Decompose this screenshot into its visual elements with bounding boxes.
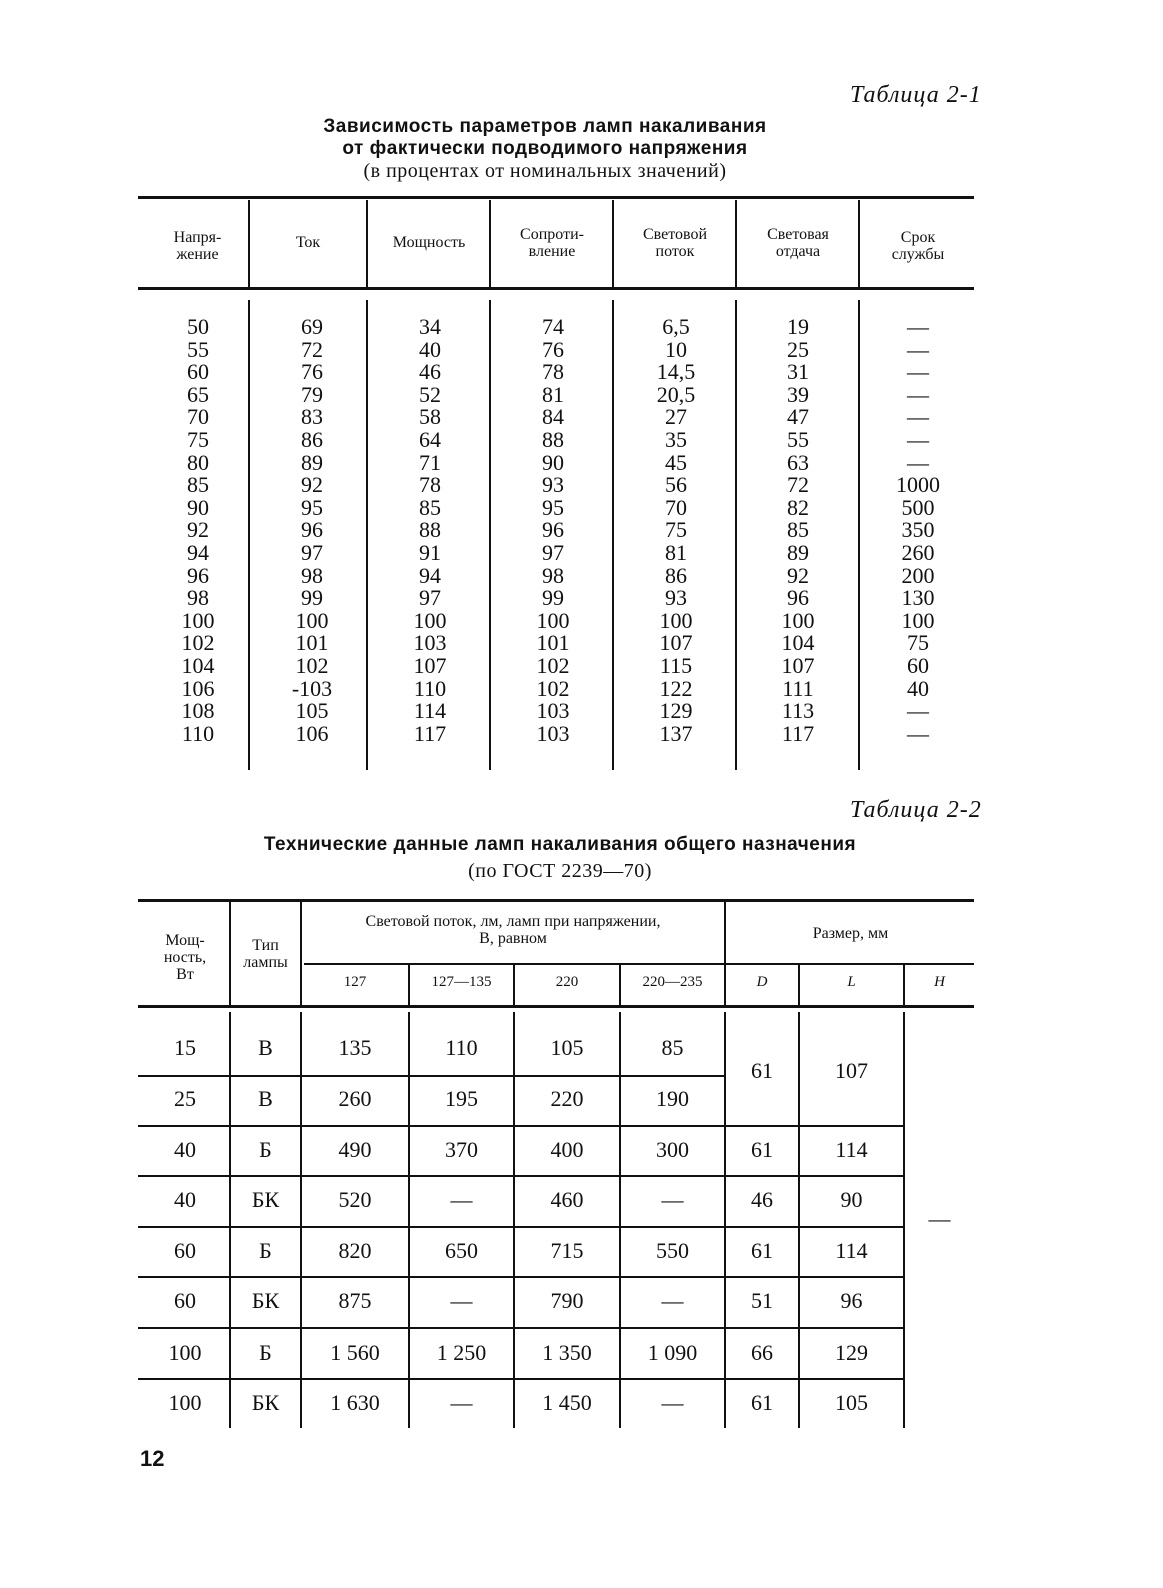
- table2-cell-f127: 820: [338, 1238, 372, 1263]
- table2-subheader-D: D: [756, 974, 768, 990]
- table2-row-rule: [138, 1327, 903, 1329]
- table1-cell: —: [907, 381, 929, 407]
- table1-cell: 34: [419, 314, 441, 339]
- table1-cell: 58: [419, 404, 441, 430]
- table2-cell-f127: 875: [338, 1288, 372, 1313]
- table1-column-resistance: [513, 316, 593, 745]
- table2-subheader-H: H: [934, 974, 945, 990]
- table1-cell: 63: [787, 449, 809, 475]
- table1-cell: 64: [419, 426, 441, 452]
- table1-cell: 93: [542, 472, 564, 498]
- table1-body-divider: [858, 300, 860, 770]
- table1-cell: 95: [301, 494, 323, 520]
- table2-cell-f220_235: 85: [661, 1035, 684, 1060]
- table1-cell: 113: [781, 698, 815, 724]
- table1-label: Таблица 2-1: [850, 82, 982, 108]
- table1-cell: 89: [787, 539, 809, 565]
- table1-column-luminous-flux: [636, 316, 716, 745]
- table2-cell-f220_235: —: [661, 1390, 684, 1415]
- table1-cell: —: [907, 426, 929, 452]
- table2-cell-f220: 105: [550, 1035, 584, 1060]
- table1-cell: 96: [301, 517, 323, 543]
- table1-cell: 88: [542, 426, 564, 452]
- table1-body-divider: [612, 300, 614, 770]
- table1-cell: 80: [187, 449, 209, 475]
- table1-cell: 65: [187, 381, 209, 407]
- table1-cell: 79: [301, 381, 323, 407]
- table1-cell: 82: [787, 494, 809, 520]
- table1-cell: 102: [536, 652, 570, 678]
- table2-cell-D: 61: [751, 1238, 773, 1263]
- table1-cell: 35: [665, 426, 687, 452]
- table1-top-rule: [138, 196, 974, 199]
- table1-cell: 95: [542, 494, 564, 520]
- table2-merged-L: 107: [835, 1058, 868, 1083]
- table1-cell: 60: [187, 359, 209, 385]
- table1-cell: 105: [295, 698, 329, 724]
- table1-body-divider: [735, 300, 737, 770]
- table1-cell: 50: [187, 314, 209, 339]
- table1-cell: —: [907, 314, 929, 339]
- table2-cell-type: В: [258, 1086, 273, 1111]
- table1-column-power: [390, 316, 470, 745]
- table1-cell: 99: [301, 585, 323, 611]
- table1-cell: 55: [787, 426, 809, 452]
- table2-cell-f220: 790: [550, 1288, 584, 1313]
- table2-subheader-220: 220: [555, 974, 579, 990]
- table2-cell-f127: 260: [338, 1086, 372, 1111]
- table1-cell: 27: [665, 404, 687, 430]
- table1-cell: 117: [413, 720, 447, 746]
- table1-cell: 25: [787, 336, 809, 362]
- table2-subheader-127: 127: [343, 974, 367, 990]
- table1-cell: 14,5: [656, 359, 696, 385]
- page-number: 12: [140, 1446, 165, 1471]
- table1-cell: 106: [295, 720, 329, 746]
- table1-cell: 85: [187, 472, 209, 498]
- table1-cell: 96: [187, 562, 209, 588]
- table2-title-line2: (по ГОСТ 2239—70): [468, 860, 652, 882]
- table2-cell-f127: 520: [338, 1187, 372, 1212]
- table1-cell: 89: [301, 449, 323, 475]
- table2-row-rule: [138, 1226, 903, 1228]
- table1-cell: —: [907, 720, 929, 746]
- table1-cell: 102: [295, 652, 329, 678]
- table1-body-divider: [248, 300, 250, 770]
- table1-cell: -103: [291, 675, 333, 701]
- table1-cell: 78: [542, 359, 564, 385]
- table1-cell: 98: [187, 585, 209, 611]
- table1-cell: 103: [536, 698, 570, 724]
- table2-cell-power: 100: [168, 1390, 202, 1415]
- table2-cell-f220_235: 1 090: [647, 1340, 698, 1365]
- table1-cell: 110: [181, 720, 215, 746]
- table1-cell: 100: [295, 607, 329, 633]
- table2-cell-power: 100: [168, 1340, 202, 1365]
- table1-header-service-life: Срок службы: [891, 229, 945, 263]
- table2-top-rule: [138, 899, 974, 902]
- table1-cell: 86: [301, 426, 323, 452]
- table2-row-rule: [138, 1378, 903, 1380]
- table2-cell-L: 96: [840, 1288, 863, 1313]
- table1-cell: 97: [301, 539, 323, 565]
- table1-column-service-life: [876, 316, 960, 745]
- table1-cell: 94: [419, 562, 441, 588]
- table1-cell: 20,5: [656, 381, 696, 407]
- table2-cell-L: 90: [840, 1187, 863, 1212]
- table1-cell: 96: [787, 585, 809, 611]
- table1-cell: 55: [187, 336, 209, 362]
- table2-cell-f127_135: 110: [445, 1035, 478, 1060]
- table1-cell: —: [907, 336, 929, 362]
- table1-cell: 92: [301, 472, 323, 498]
- table2-cell-f127_135: —: [450, 1288, 473, 1313]
- table2-cell-f220_235: 300: [656, 1137, 689, 1162]
- table1-cell: 200: [901, 562, 935, 588]
- table1-cell: 40: [907, 675, 929, 701]
- table2-header-power: Мощ- ность, Вт: [163, 932, 207, 983]
- table1-header-luminous-flux: Световой поток: [642, 226, 708, 260]
- table1-cell: 122: [659, 675, 693, 701]
- table2-cell-f127: 135: [338, 1035, 372, 1060]
- table1-header-divider: [366, 200, 368, 287]
- table1-cell: 98: [542, 562, 564, 588]
- table2-header-size: Размер, мм: [812, 925, 889, 942]
- table2-row-rule: [138, 1276, 903, 1278]
- table1-title-line3: (в процентах от номинальных значений): [363, 160, 727, 182]
- table1-cell: 100: [659, 607, 693, 633]
- table2-label: Таблица 2-2: [850, 797, 982, 823]
- table1-cell: 71: [419, 449, 441, 475]
- table2-cell-f127_135: 370: [445, 1137, 478, 1162]
- table2-cell-power: 25: [174, 1086, 196, 1111]
- table2-cell-L: 114: [835, 1137, 868, 1162]
- table1-cell: 100: [901, 607, 935, 633]
- table1-cell: 94: [187, 539, 209, 565]
- table1-cell: —: [907, 359, 929, 385]
- table2-cell-type: Б: [259, 1340, 272, 1365]
- table2-cell-D: 51: [751, 1288, 773, 1313]
- table1-cell: 110: [413, 675, 447, 701]
- table1-header-divider: [858, 200, 860, 287]
- table2-cell-f127_135: 195: [445, 1086, 478, 1111]
- table1-cell: 117: [781, 720, 815, 746]
- table1-cell: 101: [536, 630, 570, 656]
- table1-cell: 83: [301, 404, 323, 430]
- table1-header-resistance: Сопроти- вление: [520, 226, 584, 260]
- table1-cell: 98: [301, 562, 323, 588]
- table1-cell: 93: [665, 585, 687, 611]
- table1-header-divider: [248, 200, 250, 287]
- table2-subheader-127-135: 127—135: [431, 974, 492, 990]
- table1-cell: 76: [301, 359, 323, 385]
- table2-cell-power: 60: [174, 1288, 196, 1313]
- table1-cell: 100: [536, 607, 570, 633]
- table1-column-current: [272, 316, 352, 745]
- table2-cell-f220: 715: [550, 1238, 584, 1263]
- table2-cell-f127: 490: [338, 1137, 372, 1162]
- table1-cell: 102: [181, 630, 215, 656]
- table2-row-rule: [138, 1125, 903, 1127]
- table2-cell-D: 46: [751, 1187, 773, 1212]
- table2-cell-f220: 400: [550, 1137, 584, 1162]
- table2-cell-f127: 1 560: [330, 1340, 380, 1365]
- table2-subheader-L: L: [847, 974, 856, 990]
- table1-cell: 92: [787, 562, 809, 588]
- table1-cell: 56: [665, 472, 687, 498]
- table2-cell-power: 40: [174, 1137, 196, 1162]
- table1-cell: 75: [907, 630, 929, 656]
- table1-body-divider: [366, 300, 368, 770]
- table1-cell: 107: [413, 652, 447, 678]
- table1-cell: 74: [542, 314, 564, 339]
- table1-cell: 39: [787, 381, 809, 407]
- table1-cell: 97: [419, 585, 441, 611]
- table1-cell: 85: [787, 517, 809, 543]
- table1-cell: 81: [542, 381, 564, 407]
- table1-cell: 31: [787, 359, 809, 385]
- table2-cell-type: БК: [251, 1288, 280, 1313]
- table2-cell-f127_135: —: [450, 1187, 473, 1212]
- table1-cell: 76: [542, 336, 564, 362]
- table2-subheader-rule: [304, 963, 974, 965]
- table1-cell: 130: [901, 585, 935, 611]
- table1-cell: 104: [181, 652, 215, 678]
- table2-cell-type: БК: [251, 1390, 280, 1415]
- table1-cell: 45: [665, 449, 687, 475]
- table2-cell-power: 60: [174, 1238, 196, 1263]
- table2-cell-type: Б: [259, 1238, 272, 1263]
- table1-cell: 75: [187, 426, 209, 452]
- table2-cell-L: 129: [835, 1340, 868, 1365]
- table1-cell: 104: [781, 630, 815, 656]
- table1-body-divider: [489, 300, 491, 770]
- table2-header-luminous-flux: Световой поток, лм, ламп при напряжении, В, равном: [365, 913, 661, 947]
- table2-cell-power: 15: [174, 1035, 196, 1060]
- table1-cell: 72: [787, 472, 809, 498]
- table2-cell-L: 114: [835, 1238, 868, 1263]
- table2-cell-f220: 460: [550, 1187, 584, 1212]
- table2-subheader-220-235: 220—235: [642, 974, 703, 990]
- table1-cell: 260: [901, 539, 935, 565]
- table2-cell-f127: 1 630: [330, 1390, 380, 1415]
- table2-cell-f220: 1 350: [542, 1340, 592, 1365]
- table1-cell: 84: [542, 404, 564, 430]
- table1-cell: 60: [907, 652, 929, 678]
- table1-header-divider: [489, 200, 491, 287]
- table2-cell-L: 105: [835, 1390, 868, 1415]
- table2-cell-type: Б: [259, 1137, 272, 1162]
- table1-column-luminous-efficacy: [758, 316, 838, 745]
- table2-cell-f220_235: —: [661, 1187, 684, 1212]
- table1-cell: 86: [665, 562, 687, 588]
- table1-cell: 85: [419, 494, 441, 520]
- table1-header-divider: [612, 200, 614, 287]
- table1-cell: 103: [413, 630, 447, 656]
- table1-cell: 90: [187, 494, 209, 520]
- table1-header-power: Мощность: [392, 234, 466, 251]
- table1-cell: 99: [542, 585, 564, 611]
- table2-header-rule: [138, 1005, 974, 1008]
- table2-cell-f220: 220: [550, 1086, 584, 1111]
- table2-merged-D: 61: [751, 1058, 773, 1083]
- table1-header-voltage: Напря- жение: [173, 229, 222, 263]
- table1-cell: 114: [413, 698, 447, 724]
- table1-cell: 103: [536, 720, 570, 746]
- table1-cell: 107: [659, 630, 693, 656]
- table1-cell: —: [907, 404, 929, 430]
- table2-cell-f127_135: 1 250: [436, 1340, 487, 1365]
- table2-cell-f127_135: —: [450, 1390, 473, 1415]
- table1-cell: 101: [295, 630, 329, 656]
- table1-header-divider: [735, 200, 737, 287]
- table1-cell: 19: [787, 314, 809, 339]
- table2-merged-H: —: [928, 1206, 951, 1231]
- table1-cell: 88: [419, 517, 441, 543]
- table1-header-current: Ток: [295, 234, 321, 251]
- table1-cell: 500: [901, 494, 935, 520]
- table1-cell: 100: [413, 607, 447, 633]
- table1-cell: 47: [787, 404, 809, 430]
- table1-cell: —: [907, 449, 929, 475]
- table1-cell: 10: [665, 336, 687, 362]
- table2-cell-f127_135: 650: [445, 1238, 478, 1263]
- table1-cell: 72: [301, 336, 323, 362]
- table2-cell-type: БК: [251, 1187, 280, 1212]
- table1-cell: 40: [419, 336, 441, 362]
- table1-title-line1: Зависимость параметров ламп накаливания: [323, 116, 767, 137]
- table2-cell-f220_235: 190: [656, 1086, 689, 1111]
- table1-cell: 111: [782, 675, 814, 701]
- table2-cell-f220_235: 550: [656, 1238, 689, 1263]
- table1-cell: 70: [665, 494, 687, 520]
- table1-cell: 107: [781, 652, 815, 678]
- table2-title-line1: Технические данные ламп накаливания общего назначения: [263, 834, 857, 855]
- table2-cell-type: В: [258, 1035, 273, 1060]
- table1-cell: 46: [419, 359, 441, 385]
- table1-cell: 137: [659, 720, 693, 746]
- table1-cell: 92: [187, 517, 209, 543]
- table1-column-voltage: [160, 316, 236, 745]
- table2-cell-f220_235: —: [661, 1288, 684, 1313]
- table2-cell-D: 66: [751, 1340, 773, 1365]
- table2-cell-D: 61: [751, 1390, 773, 1415]
- table1-cell: 106: [181, 675, 215, 701]
- table1-header-rule: [138, 287, 974, 290]
- table1-cell: 78: [419, 472, 441, 498]
- table1-cell: 6,5: [662, 314, 690, 339]
- table1-cell: —: [907, 698, 929, 724]
- table1-cell: 96: [542, 517, 564, 543]
- table1-cell: 1000: [896, 472, 940, 498]
- table1-cell: 91: [419, 539, 441, 565]
- table2-row-rule: [138, 1075, 724, 1077]
- table2-row-rule: [138, 1175, 903, 1177]
- table1-cell: 97: [542, 539, 564, 565]
- table1-cell: 90: [542, 449, 564, 475]
- table1-cell: 350: [901, 517, 935, 543]
- table1-cell: 70: [187, 404, 209, 430]
- table1-cell: 102: [536, 675, 570, 701]
- table1-cell: 52: [419, 381, 441, 407]
- table1-cell: 108: [181, 698, 215, 724]
- table1-cell: 115: [659, 652, 693, 678]
- table1-cell: 75: [665, 517, 687, 543]
- table2-cell-D: 61: [751, 1137, 773, 1162]
- table2-header-lamp-type: Тип лампы: [243, 937, 288, 971]
- table1-title-line2: от фактически подводимого напряжения: [342, 138, 748, 159]
- table1-cell: 129: [659, 698, 693, 724]
- table1-cell: 69: [301, 314, 323, 339]
- table1-header-luminous-efficacy: Световая отдача: [767, 226, 829, 260]
- table1-cell: 81: [665, 539, 687, 565]
- table2-cell-power: 40: [174, 1187, 196, 1212]
- table1-cell: 100: [781, 607, 815, 633]
- table2-cell-f220: 1 450: [542, 1390, 592, 1415]
- table1-cell: 100: [181, 607, 215, 633]
